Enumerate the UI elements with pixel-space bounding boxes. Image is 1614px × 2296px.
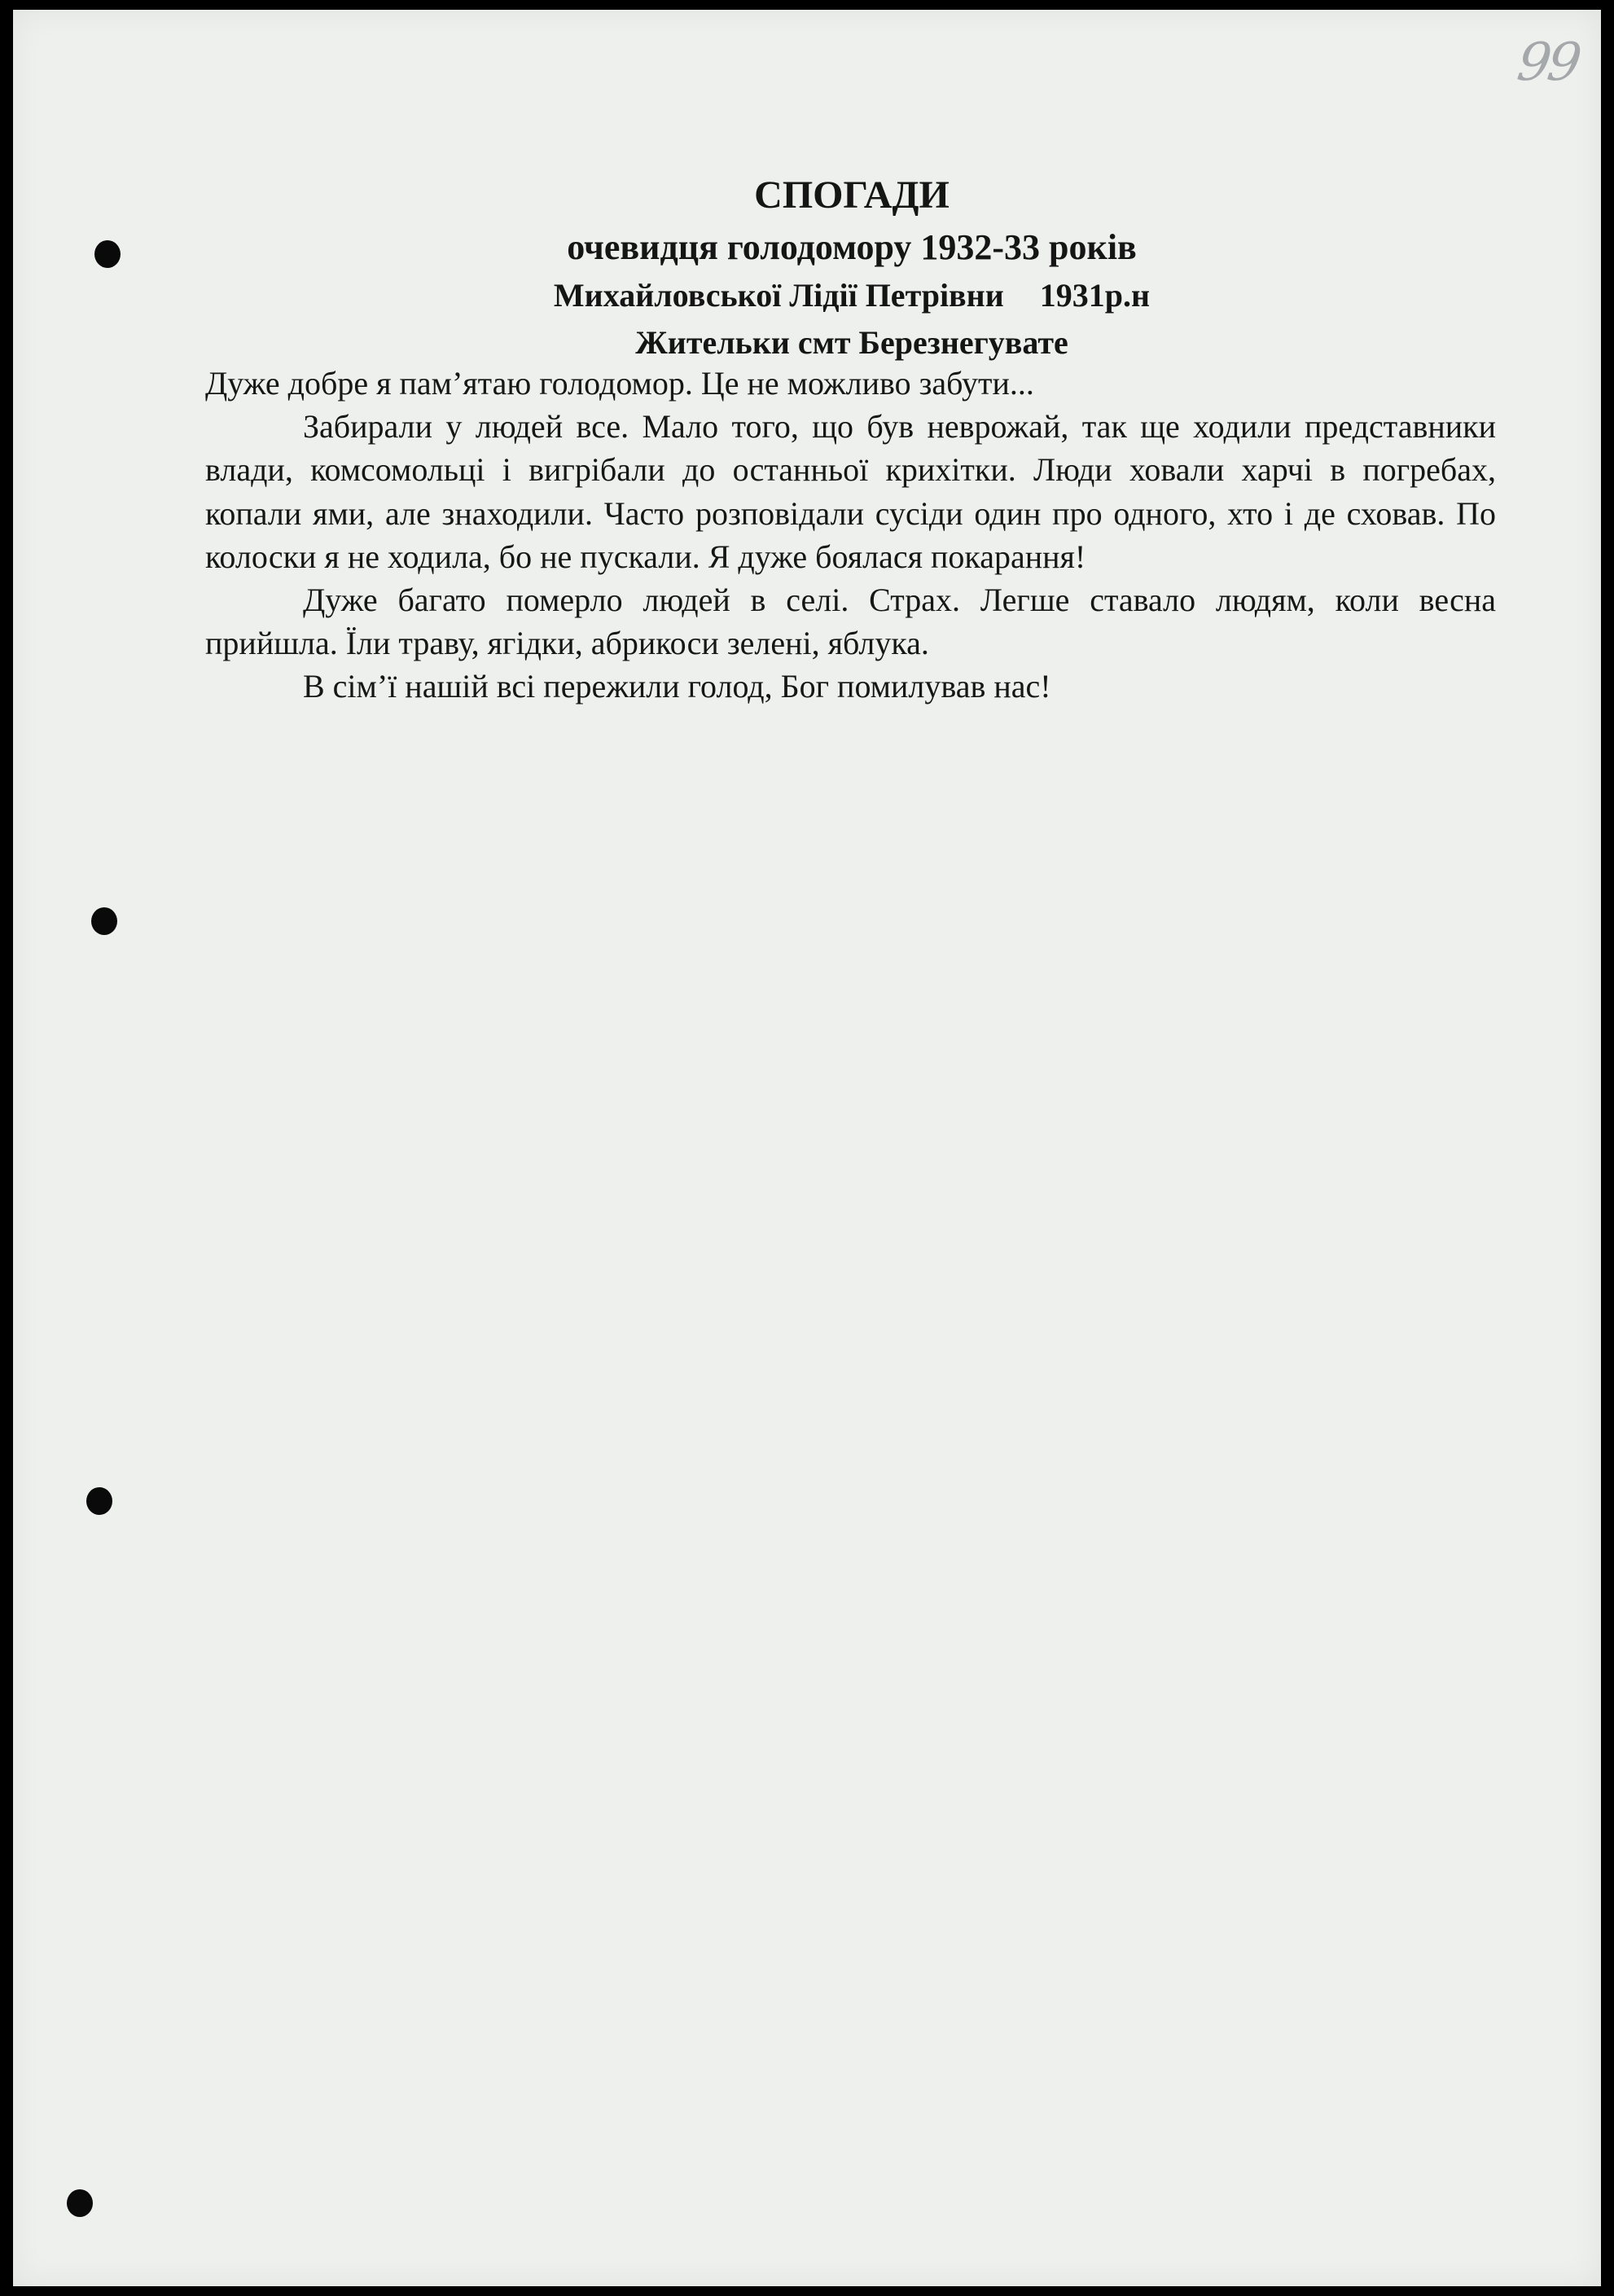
handwritten-page-number: 99 — [1513, 33, 1582, 93]
paragraph: Дуже багато померло людей в селі. Страх. Легше ставало людям, коли весна прийшла. Їли траву, ягідки, абрикоси зелені, яблука. — [205, 582, 1496, 662]
birth-year: 1931р.н — [1039, 277, 1151, 314]
document-title: СПОГАДИ — [754, 173, 950, 217]
document-page — [13, 10, 1601, 2286]
residence-line: Жительки смт Березнегувате — [635, 324, 1068, 361]
paragraph: Забирали у людей все. Мало того, що був неврожай, так ще ходили представники влади, комсомольці і вигрібали до останньої крихітки. Люди ховали харчі в погребах, копали ями, але знаходили. Часто розповідали сусіди один про одного, хто і де сховав. По колоски я не ходила, бо не пускали. Я дуже боялася покарання! — [205, 408, 1496, 575]
document-subtitle: очевидця голодомору 1932-33 років — [567, 227, 1137, 267]
paragraph: Дуже добре я пам’ятаю голодомор. Це не можливо забути... — [205, 365, 1034, 402]
witness-name: Михайловської Лідії Петрівни — [553, 277, 1004, 314]
paragraph: В сім’ї нашій всі пережили голод, Бог помилував нас! — [303, 668, 1051, 705]
punch-hole — [91, 907, 117, 935]
memoir-text — [205, 362, 1496, 709]
witness-line — [176, 276, 1528, 314]
punch-hole — [86, 1487, 112, 1515]
punch-hole — [94, 240, 121, 268]
punch-hole — [67, 2189, 93, 2217]
